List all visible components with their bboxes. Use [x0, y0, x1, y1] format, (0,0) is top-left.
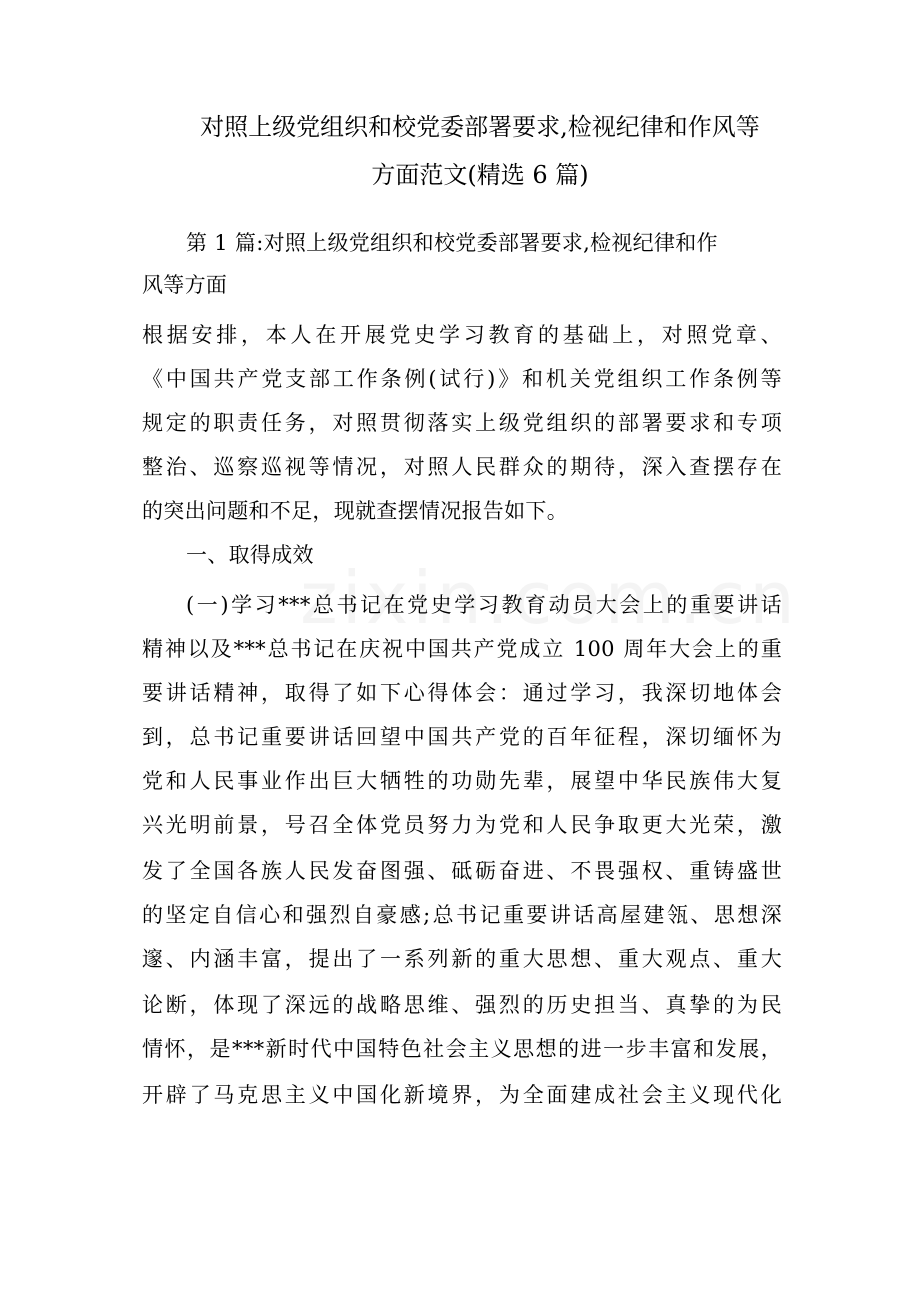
intro-line: 规定的职责任务，对照贯彻落实上级党组织的部署要求和专项: [142, 411, 782, 435]
body-line: (一)学习***总书记在党史学习教育动员大会上的重要讲话: [186, 593, 782, 617]
body-line: 党和人民事业作出巨大牺牲的功勋先辈，展望中华民族伟大复: [142, 769, 782, 793]
body-line: 情怀，是***新时代中国特色社会主义思想的进一步丰富和发展，: [142, 1037, 782, 1061]
body-line: 邃、内涵丰富，提出了一系列新的重大思想、重大观点、重大: [142, 947, 782, 971]
intro-line: 《中国共产党支部工作条例(试行)》和机关党组织工作条例等: [142, 367, 782, 391]
section-heading-line-1: 第 1 篇:对照上级党组织和校党委部署要求,检视纪律和作: [186, 231, 718, 255]
body-line: 精神以及***总书记在庆祝中国共产党成立 100 周年大会上的重: [142, 637, 782, 661]
body-line: 发了全国各族人民发奋图强、砥砺奋进、不畏强权、重铸盛世: [142, 859, 782, 883]
section-heading-line-2: 风等方面: [142, 273, 228, 297]
body-line: 到，总书记重要讲话回望中国共产党的百年征程，深切缅怀为: [142, 725, 782, 749]
body-line: 要讲话精神，取得了如下心得体会：通过学习，我深切地体会: [142, 681, 782, 705]
body-line: 论断，体现了深远的战略思维、强烈的历史担当、真挚的为民: [142, 993, 782, 1017]
document-title-line-1: 对照上级党组织和校党委部署要求,检视纪律和作风等: [200, 113, 760, 141]
intro-line: 根据安排，本人在开展党史学习教育的基础上，对照党章、: [142, 323, 782, 347]
body-line: 兴光明前景，号召全体党员努力为党和人民争取更大光荣，激: [142, 813, 782, 837]
document-title-line-2: 方面范文(精选 6 篇): [371, 161, 589, 189]
intro-line: 的突出问题和不足，现就查摆情况报告如下。: [142, 499, 568, 523]
body-line: 的坚定自信心和强烈自豪感;总书记重要讲话高屋建瓴、思想深: [142, 903, 782, 927]
body-line: 开辟了马克思主义中国化新境界，为全面建成社会主义现代化: [142, 1083, 782, 1107]
subheading: 一、取得成效: [186, 543, 314, 567]
intro-line: 整治、巡察巡视等情况，对照人民群众的期待，深入查摆存在: [142, 455, 782, 479]
